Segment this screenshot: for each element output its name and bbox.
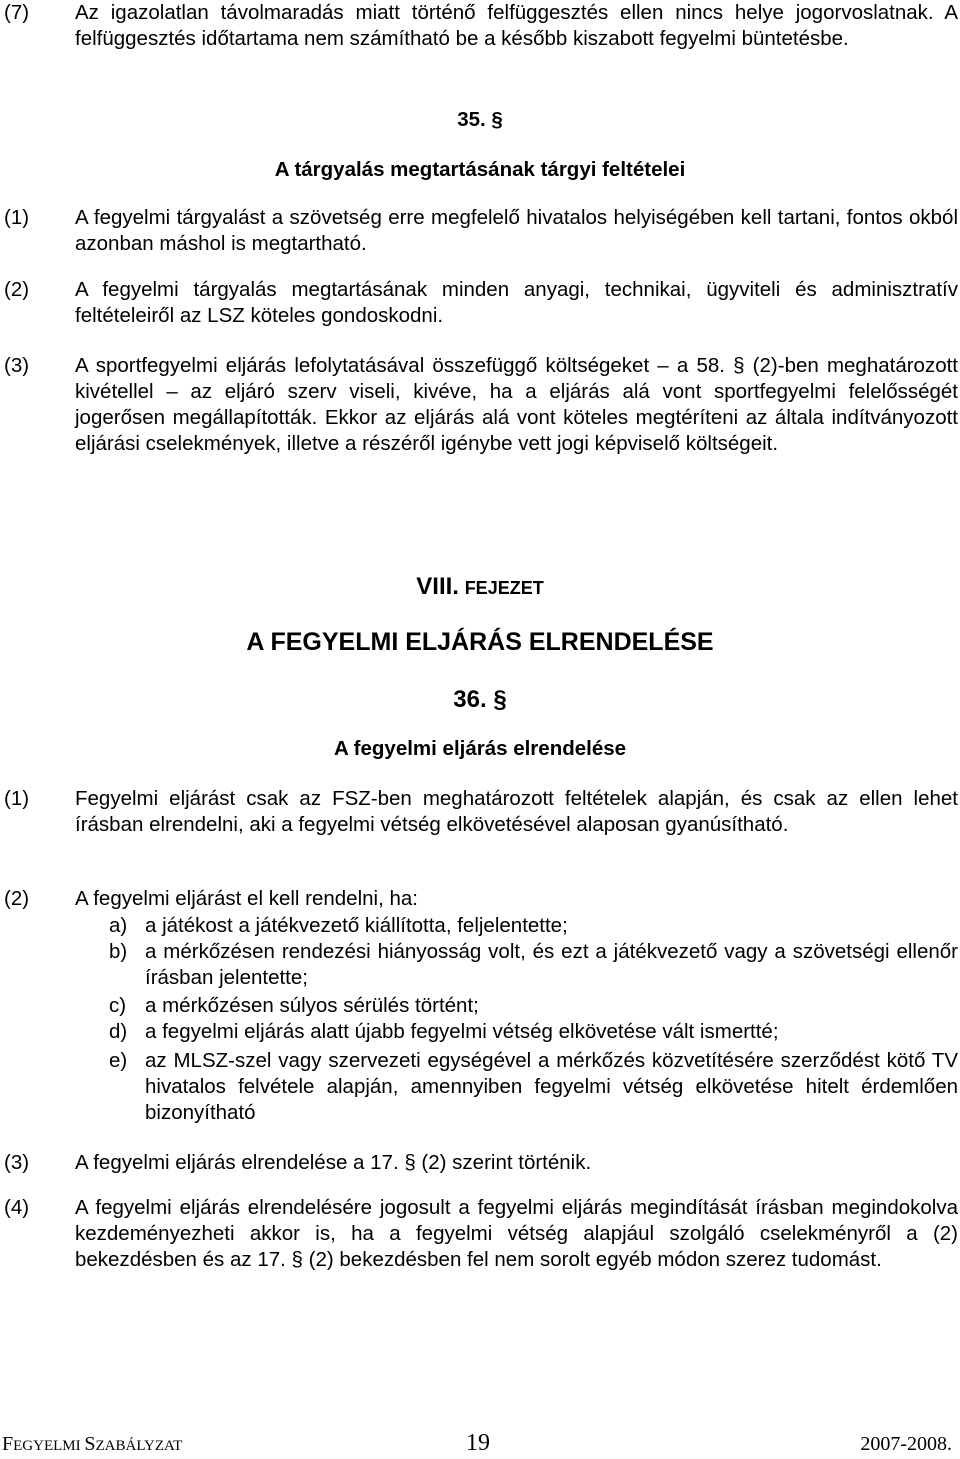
paragraph-number: (1) (4, 206, 30, 229)
paragraph-number: (4) (4, 1196, 30, 1219)
paragraph-intro: A fegyelmi eljárást el kell rendelni, ha: (75, 887, 418, 910)
chapter-word: FEJEZET (464, 578, 544, 598)
list-label: c) (109, 994, 127, 1017)
list-label: a) (109, 914, 128, 937)
list-text: a mérkőzésen rendezési hiányosság volt, és ezt a játékvezető vagy a szövetségi ellenőr írásban jelentette; (145, 940, 958, 989)
paragraph-number: (7) (4, 1, 30, 24)
paragraph-text: A fegyelmi eljárás elrendelése a 17. § (2) szerint történik. (75, 1151, 592, 1174)
chapter-roman: VIII. (416, 573, 459, 600)
footer-season: 2007-2008. (860, 1433, 952, 1455)
list-text: az MLSZ-szel vagy szervezeti egységével a mérkőzés közvetítésére szerződést kötő TV hivatalos felvétele alapján, amennyiben fegyelmi vétség elkövetése hitelt érdemlően bizonyítható (145, 1049, 958, 1124)
paragraph-text: A fegyelmi tárgyalás megtartásának minden anyagi, technikai, ügyviteli és adminisztratív feltételeiről az LSZ köteles gondoskodni. (75, 278, 958, 327)
paragraph-text: A fegyelmi eljárás elrendelésére jogosult a fegyelmi eljárás megindítását írásban megindokolva kezdeményezheti akkor is, ha a fegyelmi vétség alapjául szolgáló cselekményről a (2) bekezdésben és az 17. § (2) bekezdésben fel nem sorolt egyéb módon szerez tudomást. (75, 1196, 958, 1271)
section-number: 35. § (457, 108, 503, 131)
section-title: A fegyelmi eljárás elrendelése (333, 737, 627, 760)
paragraph-number: (2) (4, 278, 30, 301)
section-number: 36. § (453, 686, 507, 713)
chapter-label (0, 573, 960, 601)
paragraph-number: (3) (4, 354, 30, 377)
list-label: d) (109, 1020, 128, 1043)
paragraph-number: (3) (4, 1151, 30, 1174)
paragraph-text: Fegyelmi eljárást csak az FSZ-ben meghatározott feltételek alapján, és csak az ellen lehet írásban elrendelni, aki a fegyelmi vétség elkövetésével alaposan gyanúsítható. (75, 787, 958, 836)
section-title: A tárgyalás megtartásának tárgyi feltételei (274, 158, 686, 181)
paragraph-number: (2) (4, 887, 30, 910)
footer-document-title: FEGYELMI SZABÁLYZAT (2, 1433, 183, 1455)
footer-page-number: 19 (466, 1430, 490, 1456)
chapter-title: A FEGYELMI ELJÁRÁS ELRENDELÉSE (246, 628, 714, 656)
list-label: b) (109, 940, 128, 963)
list-text: a játékost a játékvezető kiállította, feljelentette; (145, 914, 568, 937)
paragraph-text: A sportfegyelmi eljárás lefolytatásával összefüggő költségeket – a 58. § (2)-ben meghatározott kivétellel – az eljáró szerv viseli, kivéve, ha a eljárás alá vont sportfegyelmi felelősségét jogerősen megállapították. Ekkor az eljárás alá vont köteles megtéríteni az általa indítványozott eljárási cselekmények, illetve a részéről igénybe vett jogi képviselő költségeit. (75, 354, 958, 455)
paragraph-text: A fegyelmi tárgyalást a szövetség erre megfelelő hivatalos helyiségében kell tartani, fontos okból azonban máshol is megtartható. (75, 206, 958, 255)
list-text: a fegyelmi eljárás alatt újabb fegyelmi vétség elkövetése vált ismertté; (145, 1020, 779, 1043)
list-label: e) (109, 1049, 128, 1072)
paragraph-text: Az igazolatlan távolmaradás miatt történő felfüggesztés ellen nincs helye jogorvoslatnak. A felfüggesztés időtartama nem számítható be a később kiszabott fegyelmi büntetésbe. (75, 1, 958, 50)
paragraph-number: (1) (4, 787, 30, 810)
list-text: a mérkőzésen súlyos sérülés történt; (145, 994, 479, 1017)
